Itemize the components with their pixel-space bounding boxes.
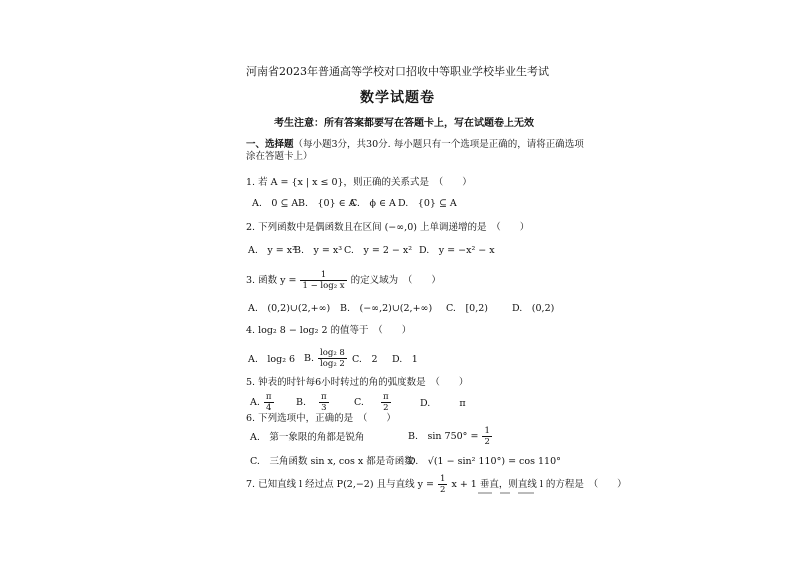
question-3-stem: 3. 函数 y = $\frac{1}{\text{1 − log₂ x}}$ 的定义域为 （ ） — [246, 270, 441, 291]
question-6-option-b: B. sin 750° = $\frac{1}{2}$ — [408, 426, 490, 447]
question-7-stem: 7. 已知直线 l 经过点 P(2,−2) 且与直线 y = $\frac{1}{2}$ x + 1 垂直，则直线 l 的方程是 （ ） — [246, 474, 627, 495]
question-4-option-a: A. log₂ 6 — [248, 354, 296, 365]
question-6-stem: 6. 下列选项中，正确的是 （ ） — [246, 413, 396, 424]
question-3-fraction: $\frac{1}{\text{1 − log₂ x}}$ — [302, 270, 345, 291]
question-5-option-a: A. $\frac{\pi}{4}$ — [250, 392, 272, 413]
question-3-option-d: D. (0,2) — [512, 303, 555, 314]
question-3-option-a: A. (0,2)∪(2,+∞) — [248, 303, 331, 314]
exam-header: 河南省2023年普通高等学校对口招收中等职业学校毕业生考试 — [246, 65, 549, 78]
exam-notice: 考生注意：所有答案都要写在答题卡上，写在试题卷上无效 — [274, 118, 534, 129]
question-5-option-b: B. $\frac{\pi}{3}$ — [296, 392, 327, 413]
question-6-option-c: C. 三角函数 sin x, cos x 都是奇函数 — [250, 456, 414, 467]
question-2-option-b: B. y = x³ — [294, 245, 343, 256]
question-2-option-c: C. y = 2 − x² — [344, 245, 413, 256]
question-2-option-a: A. y = x² — [248, 245, 296, 256]
question-4-stem: 4. log₂ 8 − log₂ 2 的值等于 （ ） — [246, 325, 412, 336]
question-4-option-b: B. $\frac{\text{log₂ 8}}{\text{log₂ 2}}$ — [304, 348, 345, 369]
question-3-option-b: B. (−∞,2)∪(2,+∞) — [340, 303, 433, 314]
question-4-option-d: D. 1 — [392, 354, 418, 365]
question-1-option-b: B. {0} ∈ A — [298, 198, 356, 209]
question-1-stem: 1. 若 A = {x | x ≤ 0}，则正确的关系式是 （ ） — [246, 177, 472, 188]
question-6-option-d: D. √(1 − sin² 110°) = cos 110° — [408, 456, 561, 467]
question-5-option-d: D. π — [420, 398, 466, 409]
question-1-option-a: A. 0 ⊆ A — [252, 198, 299, 209]
question-1-option-c: C. ϕ ∈ A — [350, 198, 396, 209]
page-title: 数学试题卷 — [360, 90, 435, 106]
section-instruction: （每小题3分，共30分. 每小题只有一个选项是正确的，请将正确选项 — [293, 139, 584, 150]
question-5-option-c: C. $\frac{\pi}{2}$ — [354, 392, 389, 413]
question-3-option-c: C. [0,2) — [446, 303, 488, 314]
question-6-option-a: A. 第一象限的角都是锐角 — [250, 432, 365, 443]
section-instruction-cont: 涂在答题卡上） — [246, 151, 313, 162]
question-5-stem: 5. 钟表的时针每6小时转过的角的弧度数是 （ ） — [246, 377, 469, 388]
section-heading-line — [246, 139, 584, 151]
question-4-option-c: C. 2 — [352, 354, 378, 365]
question-2-option-d: D. y = −x² − x — [419, 245, 495, 256]
cut-off-text-fragment — [470, 490, 550, 498]
section-heading: 一、选择题 — [246, 139, 294, 150]
question-1-option-d: D. {0} ⊆ A — [398, 198, 457, 209]
question-2-stem: 2. 下列函数中是偶函数且在区间 (−∞,0) 上单调递增的是 （ ） — [246, 222, 530, 233]
